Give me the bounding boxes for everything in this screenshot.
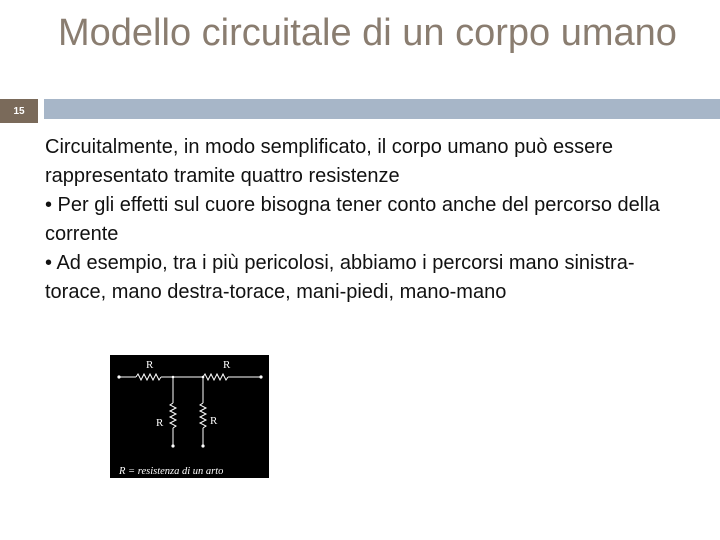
resistor-label: R <box>156 417 164 429</box>
body-text <box>45 133 685 307</box>
resistor-label: R <box>210 415 218 427</box>
resistor-top-left <box>136 374 161 380</box>
resistor-bottom-right <box>200 403 206 428</box>
slide-title: Modello circuitale di un corpo umano <box>58 12 677 54</box>
circuit-diagram <box>110 355 269 478</box>
resistor-bottom-left <box>170 403 176 428</box>
body-bullet: • Ad esempio, tra i più pericolosi, abbiamo i percorsi mano sinistra-torace, mano destra-torace, mani-piedi, mano-mano <box>45 252 635 303</box>
slide-number: 15 <box>0 99 38 123</box>
body-bullet: • Per gli effetti sul cuore bisogna tener conto anche del percorso della corrente <box>45 194 660 245</box>
title-underline-bar <box>44 99 720 119</box>
circuit-svg <box>110 355 269 478</box>
resistor-top-right <box>203 374 228 380</box>
body-paragraph: Circuitalmente, in modo semplificato, il corpo umano può essere rappresentato tramite quattro resistenze <box>45 136 614 187</box>
resistor-label: R <box>146 359 154 371</box>
resistor-label: R <box>223 359 231 371</box>
diagram-caption: R = resistenza di un arto <box>119 466 224 477</box>
